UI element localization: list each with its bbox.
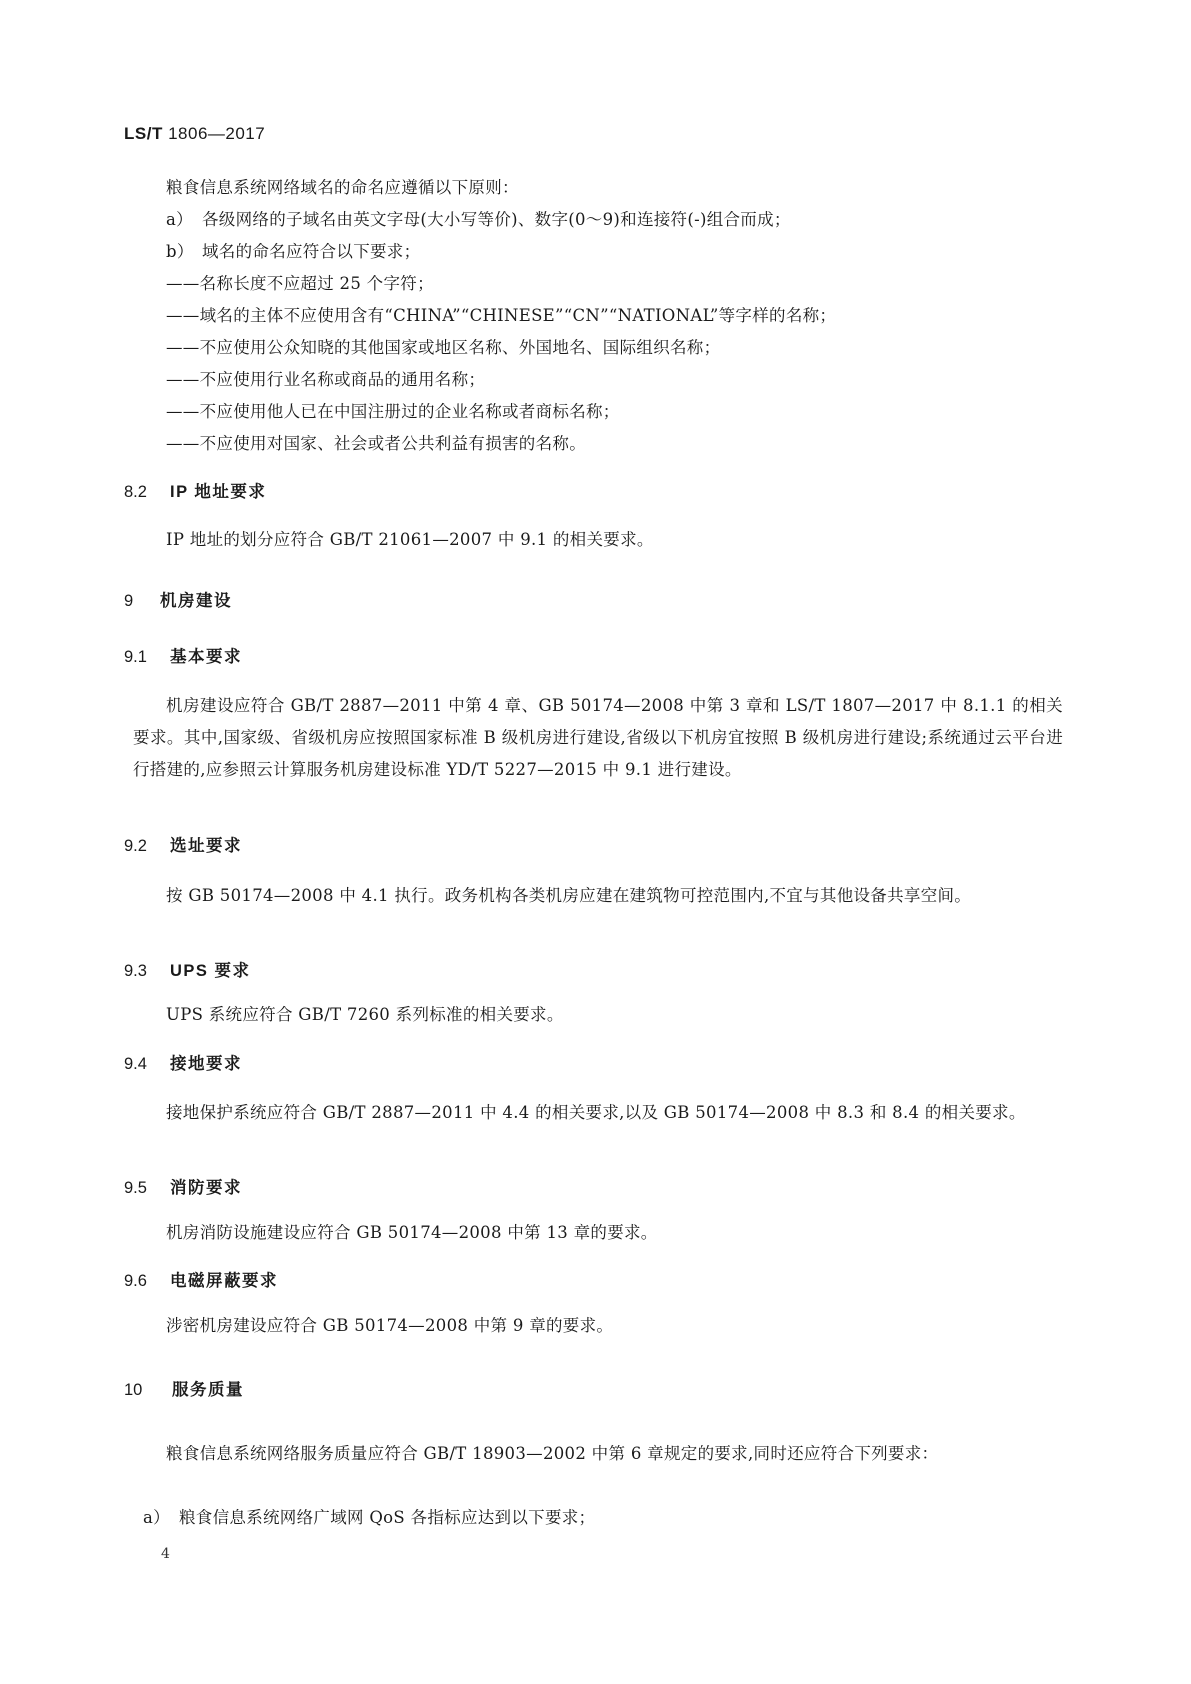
document-code: [124, 124, 265, 144]
section-text-9-1: 机房建设应符合 GB/T 2887—2011 中第 4 章、GB 50174—2008 中第 3 章和 LS/T 1807—2017 中 8.1.1 的相关要求。其中,国家级、省级机房应按照国家标准 B 级机房进行建设,省级以下机房宜按照 B 级机房进行建设;系统通过云平台进行搭建的,应参照云计算服务机房建设标准 YD/T 5227—2015 中 9.1 进行建设。: [133, 696, 1063, 779]
section-heading-9-5: 9.5 消防要求: [124, 1179, 242, 1197]
section-text-9-6: 涉密机房建设应符合 GB 50174—2008 中第 9 章的要求。: [166, 1316, 614, 1335]
page-number: 4: [161, 1546, 170, 1562]
dash-item: ——名称长度不应超过 25 个字符；: [166, 274, 434, 293]
list-text: 域名的命名应符合以下要求；: [202, 242, 421, 261]
list-item-b: [166, 244, 420, 261]
section-heading-9-2: 9.2 选址要求: [124, 837, 242, 855]
list-item-a-10: [143, 1510, 595, 1527]
doc-code-prefix: LS/T: [124, 124, 163, 143]
section-text-10: 粮食信息系统网络服务质量应符合 GB/T 18903—2002 中第 6 章规定的要求,同时还应符合下列要求：: [166, 1444, 939, 1463]
section-heading-10: 10 服务质量: [124, 1381, 244, 1399]
dash-item: ——不应使用对国家、社会或者公共利益有损害的名称。: [166, 434, 586, 453]
naming-intro: 粮食信息系统网络域名的命名应遵循以下原则：: [166, 178, 519, 197]
section-heading-9-6: 9.6 电磁屏蔽要求: [124, 1272, 278, 1290]
doc-code-number: 1806—2017: [168, 124, 266, 143]
section-heading-9-3: 9.3 UPS 要求: [124, 962, 251, 980]
section-text-9-2: 按 GB 50174—2008 中 4.1 执行。政务机构各类机房应建在建筑物可控范围内,不宜与其他设备共享空间。: [166, 886, 972, 905]
list-text: 粮食信息系统网络广域网 QoS 各指标应达到以下要求；: [179, 1508, 596, 1527]
dash-item: ——不应使用行业名称或商品的通用名称；: [166, 370, 486, 389]
list-text: 各级网络的子域名由英文字母(大小写等价)、数字(0～9)和连接符(-)组合而成；: [202, 210, 791, 229]
section-heading-9-4: 9.4 接地要求: [124, 1055, 242, 1073]
list-marker: a）: [166, 210, 193, 229]
section-text-9-4: 接地保护系统应符合 GB/T 2887—2011 中 4.4 的相关要求,以及 GB 50174—2008 中 8.3 和 8.4 的相关要求。: [166, 1103, 1026, 1122]
dash-item: ——域名的主体不应使用含有“CHINA”“CHINESE”“CN”“NATIONAL”等字样的名称；: [166, 306, 837, 325]
section-text-9-5: 机房消防设施建设应符合 GB 50174—2008 中第 13 章的要求。: [166, 1223, 658, 1242]
dash-item: ——不应使用他人已在中国注册过的企业名称或者商标名称；: [166, 402, 620, 421]
list-item-a: [166, 212, 791, 229]
list-marker: a）: [143, 1508, 170, 1527]
dash-item: ——不应使用公众知晓的其他国家或地区名称、外国地名、国际组织名称；: [166, 338, 721, 357]
section-heading-9: 9 机房建设: [124, 592, 232, 610]
list-marker: b）: [166, 242, 194, 261]
section-heading-8-2: 8.2 IP 地址要求: [124, 483, 267, 501]
section-text-8-2: IP 地址的划分应符合 GB/T 21061—2007 中 9.1 的相关要求。: [166, 530, 654, 549]
section-text-9-3: UPS 系统应符合 GB/T 7260 系列标准的相关要求。: [166, 1005, 564, 1024]
section-heading-9-1: 9.1 基本要求: [124, 648, 242, 666]
